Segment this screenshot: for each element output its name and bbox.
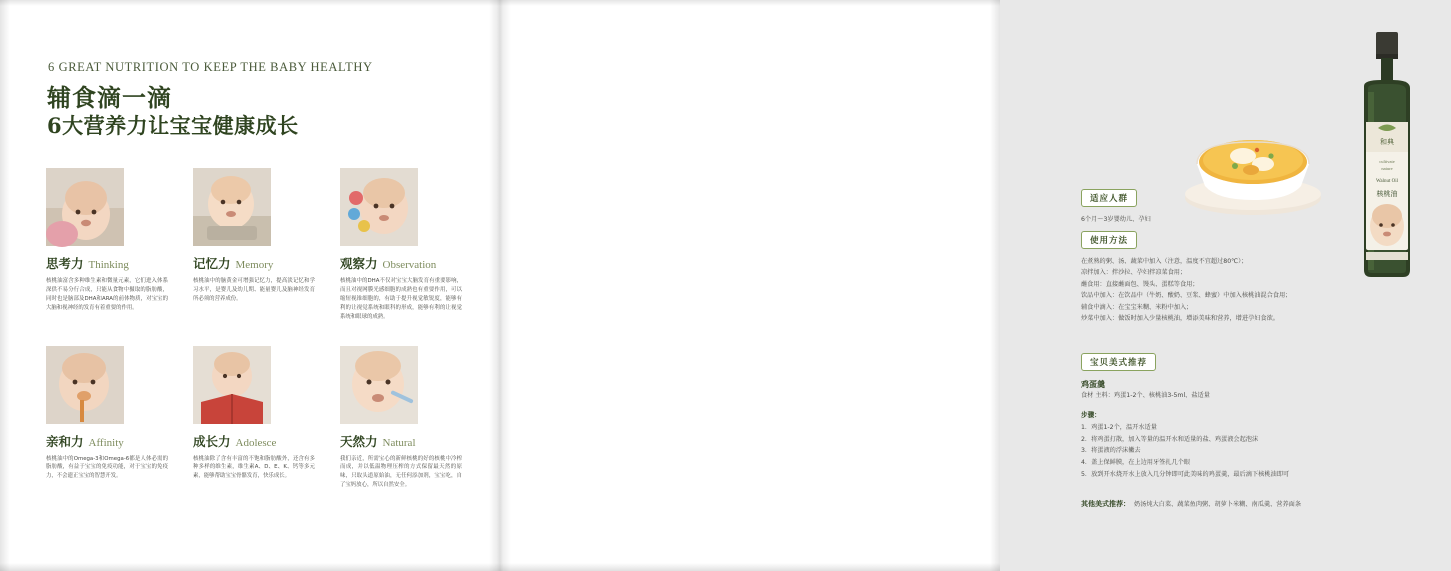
section-line: 6个月～3岁婴幼儿、孕妇: [1081, 216, 1151, 223]
feature-heading: [46, 432, 172, 451]
feature-title-en: Natural: [382, 436, 416, 449]
feature-item-thinking: [46, 168, 172, 322]
feature-title-cn: 思考力: [46, 256, 84, 271]
feature-title-en: Memory: [235, 259, 274, 271]
svg-text:cultivate: cultivate: [1379, 159, 1395, 164]
section-label: 使用方法: [1081, 231, 1137, 249]
section-line: 在煮熟的粥、汤、蔬菜中加入（注意，温度不宜超过80℃）；: [1081, 258, 1248, 265]
feature-body: 核桃油除了含有丰富的不饱和脂肪酸外，还含有多种多样的维生素，维生素A、D、E、K、钙等多元素，能够帮助宝宝骨骼发育，快乐成长。: [193, 455, 315, 480]
recipe-step: 1．鸡蛋1-2个，温开水适量: [1081, 423, 1157, 431]
feature-item-affinity: [46, 346, 172, 491]
page-title-line1: 辅食滴一滴: [47, 83, 172, 112]
feature-item-observation: [340, 168, 466, 322]
feature-heading: [340, 432, 466, 451]
baby-photo: [193, 168, 271, 246]
baby-adolesce-illustration: [193, 346, 271, 424]
section-line: 蘸食用：直接蘸面包、馒头、蛋糕等食用；: [1081, 280, 1199, 288]
section-body: [1081, 256, 1441, 325]
feature-heading: [193, 432, 319, 451]
feature-title-cn: 天然力: [340, 433, 378, 449]
baby-observation-illustration: [340, 168, 418, 246]
baby-photo: [340, 346, 418, 424]
section-usage: [1081, 228, 1441, 325]
feature-title-en: Adolesce: [235, 436, 277, 449]
left-page: [0, 0, 497, 571]
right-page: [503, 0, 1398, 571]
recipe-steps-label: 步骤：: [1081, 410, 1101, 419]
feature-title-cn: 记忆力: [193, 256, 231, 271]
other-recommendations-text: 奶汤炖大白菜、蔬菜鱼肉粥、胡萝卜米糊、南瓜羹、营养面条: [1134, 500, 1302, 508]
feature-item-adolesce: [193, 346, 319, 491]
section-label: 宝贝美式推荐: [1081, 353, 1156, 371]
recipe-step: 5．放到开水烧开水上放入几分钟即可此美味的鸡蛋羹，最后滴下核桃油即可: [1081, 470, 1290, 478]
section-line: 凉拌加入：拌沙拉、孕妇拌凉菜食用；: [1081, 269, 1187, 277]
recipe-step: 3．将蛋液的浮沫撇去: [1081, 447, 1141, 455]
section-line: 辅食中滴入：在宝宝米糊、米粉中加入；: [1081, 303, 1193, 311]
feature-heading: [46, 254, 172, 273]
svg-text:和典: 和典: [1380, 138, 1394, 146]
section-target-audience: [1081, 186, 1381, 225]
feature-body: 核桃油中的脑黄金可增强记忆力，提高淡记忆和学习水平，是婴儿及幼儿期、能量婴儿及脑神经发育所必须的营养成份。: [193, 278, 315, 302]
baby-photo: [46, 168, 124, 246]
svg-text:Walnut Oil: Walnut Oil: [1376, 179, 1398, 184]
feature-row: [46, 168, 466, 322]
baby-photo: [340, 168, 418, 246]
feature-title-en: Affinity: [88, 436, 124, 449]
section-body: [1081, 214, 1381, 225]
feature-item-memory: [193, 168, 319, 322]
feature-title-en: Observation: [382, 259, 437, 271]
feature-item-natural: [340, 346, 466, 491]
feature-heading: [340, 254, 466, 273]
recipe-ingredients: 食材 主料：鸡蛋1-2个、核桃油3-5ml、盐适量: [1081, 392, 1210, 399]
recipe-step: 4．盖上保鲜膜，在上边用牙签扎几个眼: [1081, 459, 1191, 467]
section-line: 饮品中加入：在饮品中（牛奶、酸奶、豆浆、蜂蜜）中加入核桃油混合食用；: [1081, 292, 1292, 300]
recipe-title: 鸡蛋羹: [1081, 380, 1105, 389]
page-title-line2: 6大营养力让宝宝健康成长: [47, 113, 299, 138]
recipe-step: 2．将鸡蛋打散，加入等量的温开水和适量的盐、鸡蛋液会起泡沫: [1081, 435, 1259, 443]
feature-title-cn: 成长力: [193, 433, 231, 449]
feature-body: 核桃油富含多种维生素和微量元素，它们进入体系深供不易分行合成，只能从食物中摄取的脂肪酸，同时也是脑部及DHA和ARA的前体物质，对宝宝的大脑和视神经的发育有着重要的作用。: [46, 278, 168, 311]
feature-row: [46, 346, 466, 491]
section-line: 炒菜中加入：做饭时加入少量核桃油，增添美味和营养，增进孕妇食欲。: [1081, 315, 1279, 323]
other-recommendations: [1081, 491, 1451, 510]
baby-natural-illustration: [340, 346, 418, 424]
feature-heading: [193, 254, 319, 273]
page-eyebrow: 6 GREAT NUTRITION TO KEEP THE BABY HEALTHY: [48, 60, 373, 74]
svg-text:nature: nature: [1381, 166, 1393, 171]
feature-title-cn: 观察力: [340, 256, 378, 271]
baby-thinking-illustration: [46, 168, 124, 246]
baby-photo: [193, 346, 271, 424]
feature-title-en: Thinking: [88, 259, 129, 271]
feature-body: 核桃油中的Omega-3和Omega-6都是人体必需的脂肪酸，有益于宝宝的免疫功能，对于宝宝的免疫力，不会遗正宝宝的智慧开发。: [46, 455, 168, 480]
other-recommendations-label: 其他美式推荐：: [1081, 499, 1130, 508]
baby-photo: [46, 346, 124, 424]
svg-text:核桃油: 核桃油: [1376, 190, 1398, 198]
baby-memory-illustration: [193, 168, 271, 246]
section-recipe: [1081, 350, 1451, 510]
feature-body: 我们亲近，所需宝心的新鲜核桃的好的核桃中冷榨而成，并以低温物理压榨的方式保留最天然的原味，只取头道原始油，无任何添加剂，宝宝吃，自了宝妈放心，所以自然安全。: [340, 455, 462, 489]
section-label: 适应人群: [1081, 189, 1137, 207]
feature-grid: [46, 168, 466, 514]
baby-affinity-illustration: [46, 346, 124, 424]
feature-title-cn: 亲和力: [46, 433, 84, 449]
feature-body: 核桃油中的DHA不仅对宝宝大脑发育有重要影响，而且对视网膜光感细胞的成熟也有重要作用，可以缩短视锥细胞的，有助于提升视觉敏锐度，能够有利的让视觉系统和眼科的形成，能够有利的让视觉系统和眼球的成熟。: [340, 278, 462, 320]
